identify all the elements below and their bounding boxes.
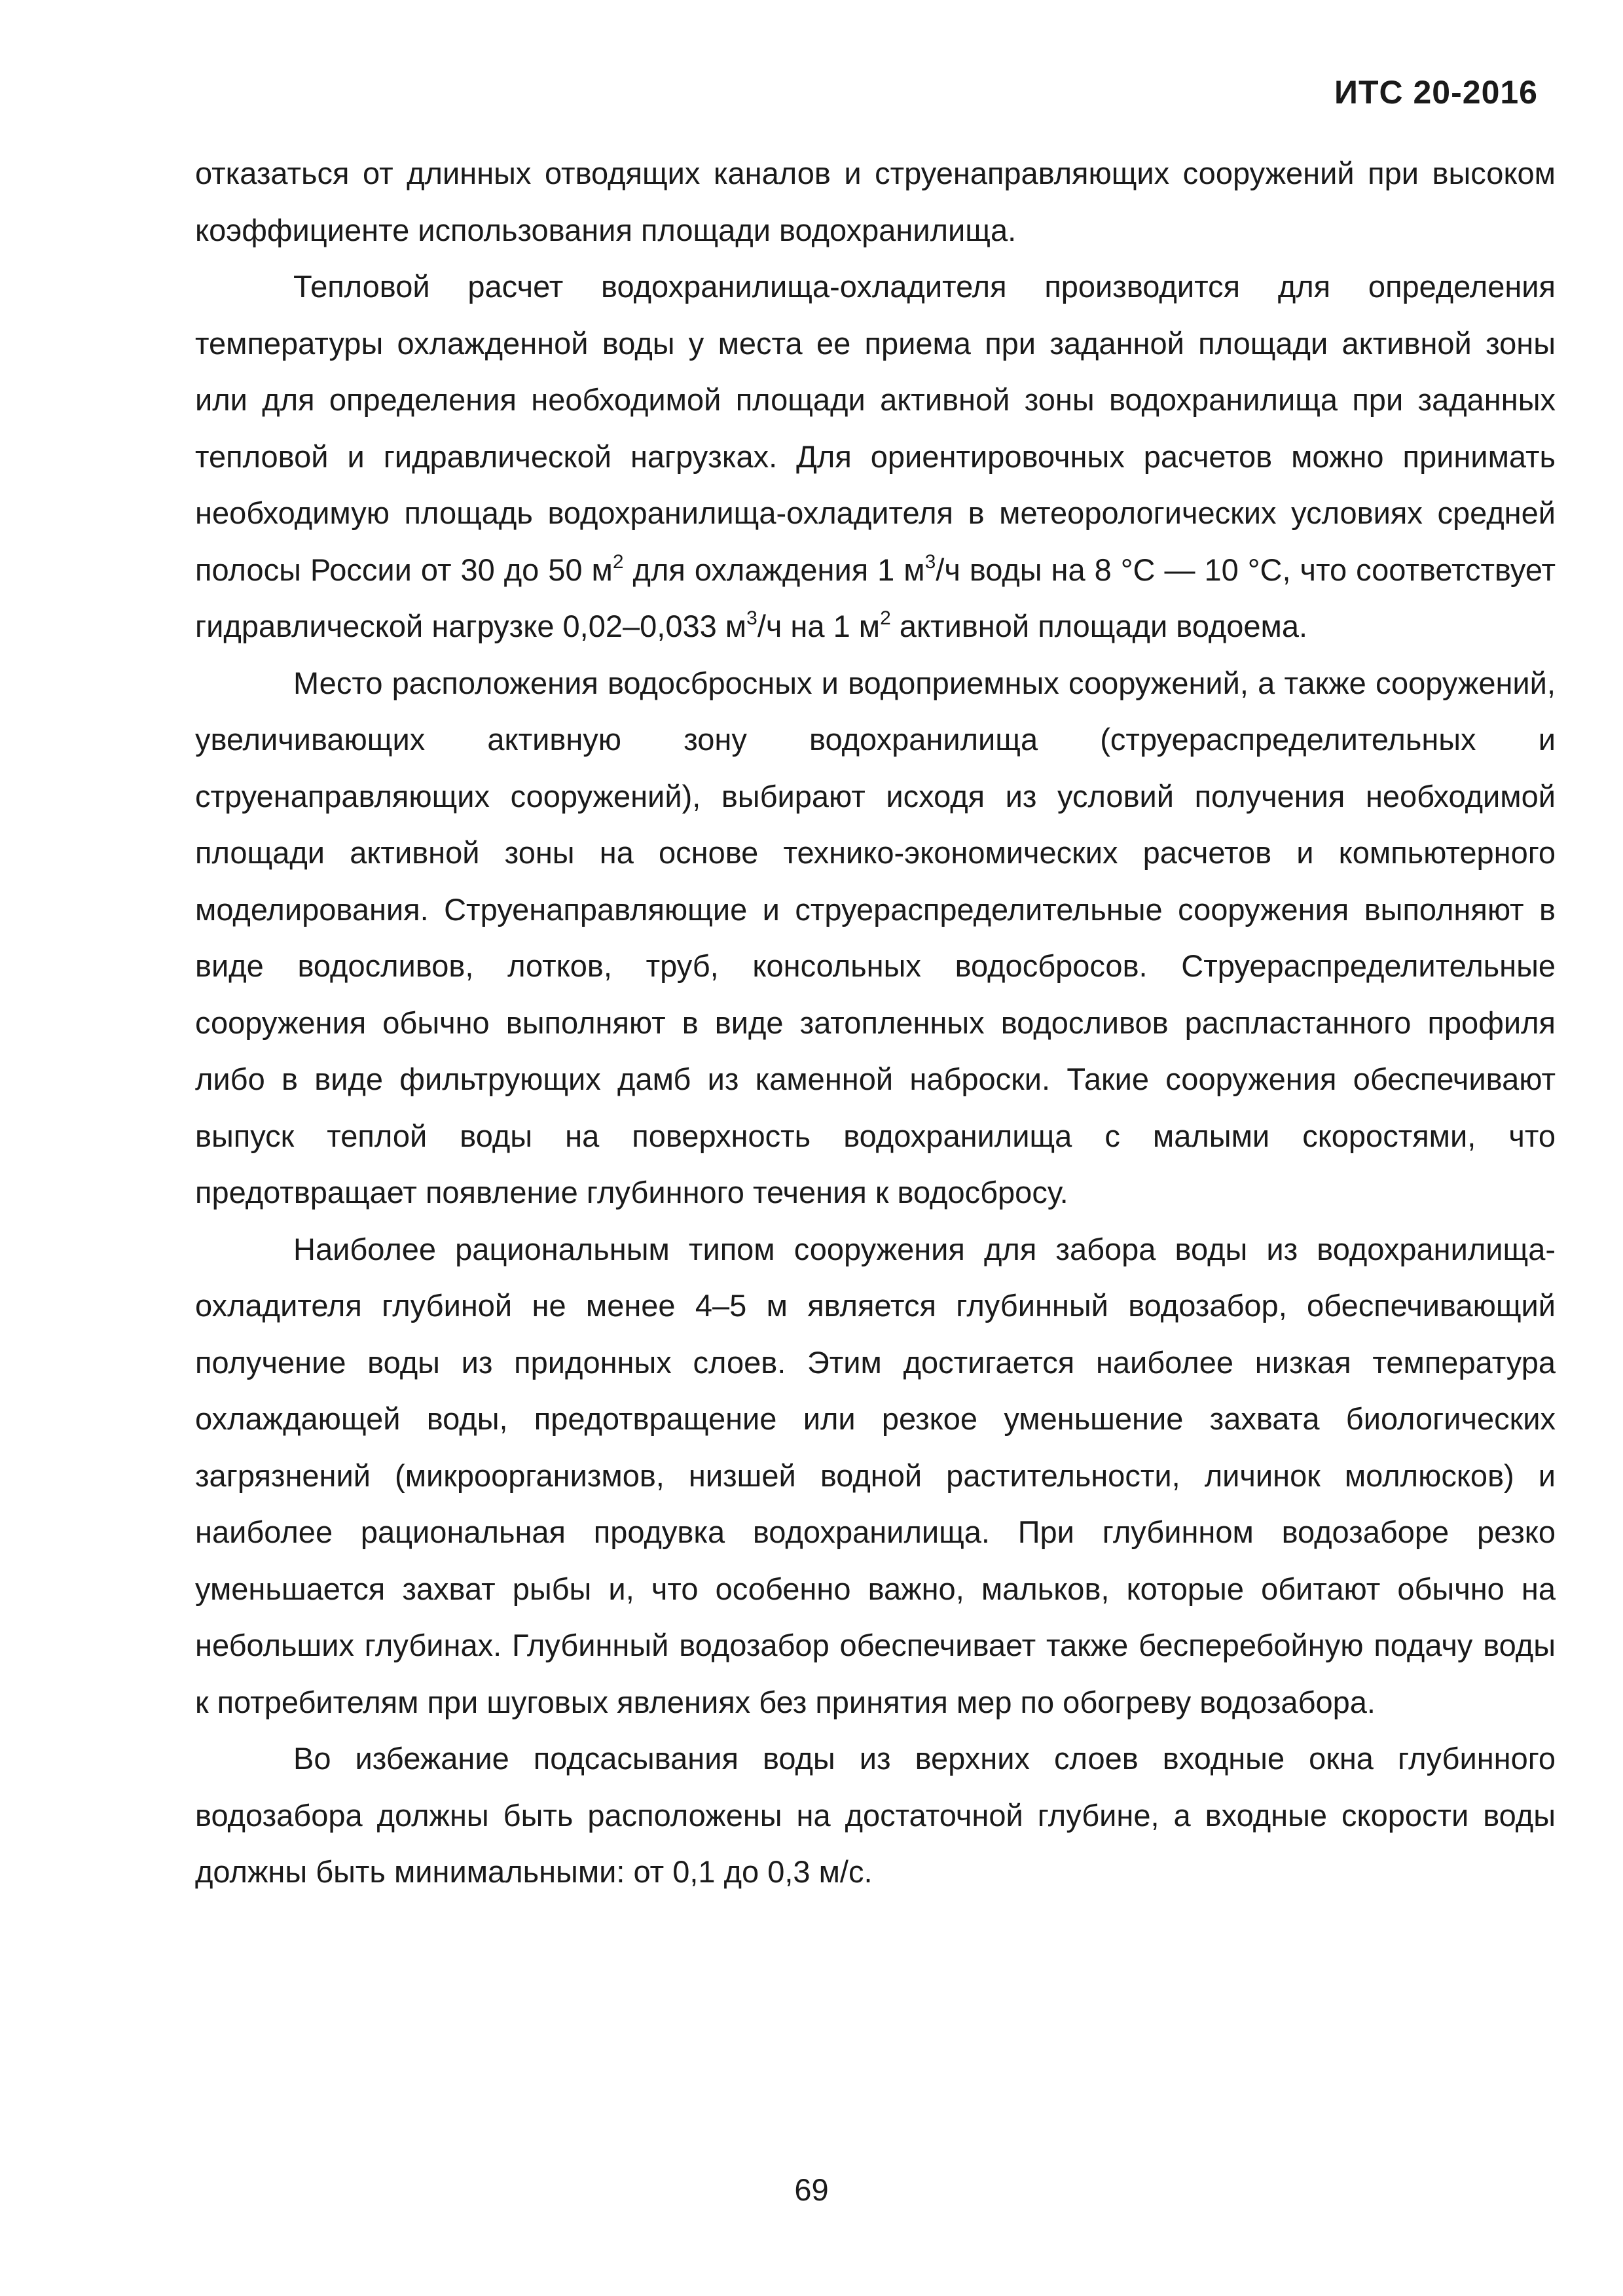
- document-code: ИТС 20-2016: [1334, 74, 1538, 111]
- superscript: 3: [746, 607, 757, 629]
- paragraph-continuation: отказаться от длинных отводящих каналов и струенаправляющих сооружений при высоком коэффициенте использования площади водохранилища.: [195, 156, 1556, 247]
- page-body: [195, 145, 1556, 1901]
- superscript: 2: [880, 607, 891, 629]
- text-segment: активной площади водоема.: [890, 609, 1308, 643]
- text-segment: для охлаждения 1 м: [623, 552, 925, 587]
- page-number: 69: [794, 2172, 829, 2207]
- paragraph-structures-location: Место расположения водосбросных и водоприемных сооружений, а также сооружений, увеличивающих активную зону водохранилища (струераспределительных и струенаправляющих сооружений), выбирают исходя из условий получения необходимой площади активной зоны на основе технико-экономических расчетов и компьютерного моделирования. Струенаправляющие и струераспределительные сооружения выполняют в виде водосливов, лотков, труб, консольных водосбросов. Струераспределительные сооружения обычно выполняют в виде затопленных водосливов распластанного профиля либо в виде фильтрующих дамб из каменной наброски. Такие сооружения обеспечивают выпуск теплой воды на поверхность водохранилища с малыми скоростями, что предотвращает появление глубинного течения к водосбросу.: [195, 665, 1556, 1210]
- paragraph-intake-windows: Во избежание подсасывания воды из верхних слоев входные окна глубинного водозабора должны быть расположены на достаточной глубине, а входные скорости воды должны быть минимальными: от 0,1 до 0,3 м/с.: [195, 1741, 1556, 1889]
- text-segment: /ч на 1 м: [757, 609, 881, 643]
- paragraph-thermal-calculation: [195, 259, 1556, 655]
- text-segment: /ч воды на 8 °С — 10 °С, что соответствует гидравлической нагрузке 0,02–0,033 м: [195, 552, 1556, 643]
- superscript: 3: [924, 550, 936, 573]
- superscript: 2: [612, 550, 624, 573]
- paragraph-deep-water-intake: Наиболее рациональным типом сооружения для забора воды из водохранилища-охладителя глубиной не менее 4–5 м является глубинный водозабор, обеспечивающий получение воды из придонных слоев. Этим достигается наиболее низкая температура охлаждающей воды, предотвращение или резкое уменьшение захвата биологических загрязнений (микроорганизмов, низшей водной растительности, личинок моллюсков) и наиболее рациональная продувка водохранилища. При глубинном водозаборе резко уменьшается захват рыбы и, что особенно важно, мальков, которые обитают обычно на небольших глубинах. Глубинный водозабор обеспечивает также бесперебойную подачу воды к потребителям при шуговых явлениях без принятия мер по обогреву водозабора.: [195, 1231, 1556, 1719]
- text-segment: Тепловой расчет водохранилища-охладителя производится для определения температуры охлажденной воды у места ее приема при заданной площади активной зоны или для определения необходимой площади активной зоны водохранилища при заданных тепловой и гидравлической нагрузках. Для ориентировочных расчетов можно принимать необходимую площадь водохранилища-охладителя в метеорологических условиях средней полосы России от 30 до 50 м: [195, 269, 1556, 587]
